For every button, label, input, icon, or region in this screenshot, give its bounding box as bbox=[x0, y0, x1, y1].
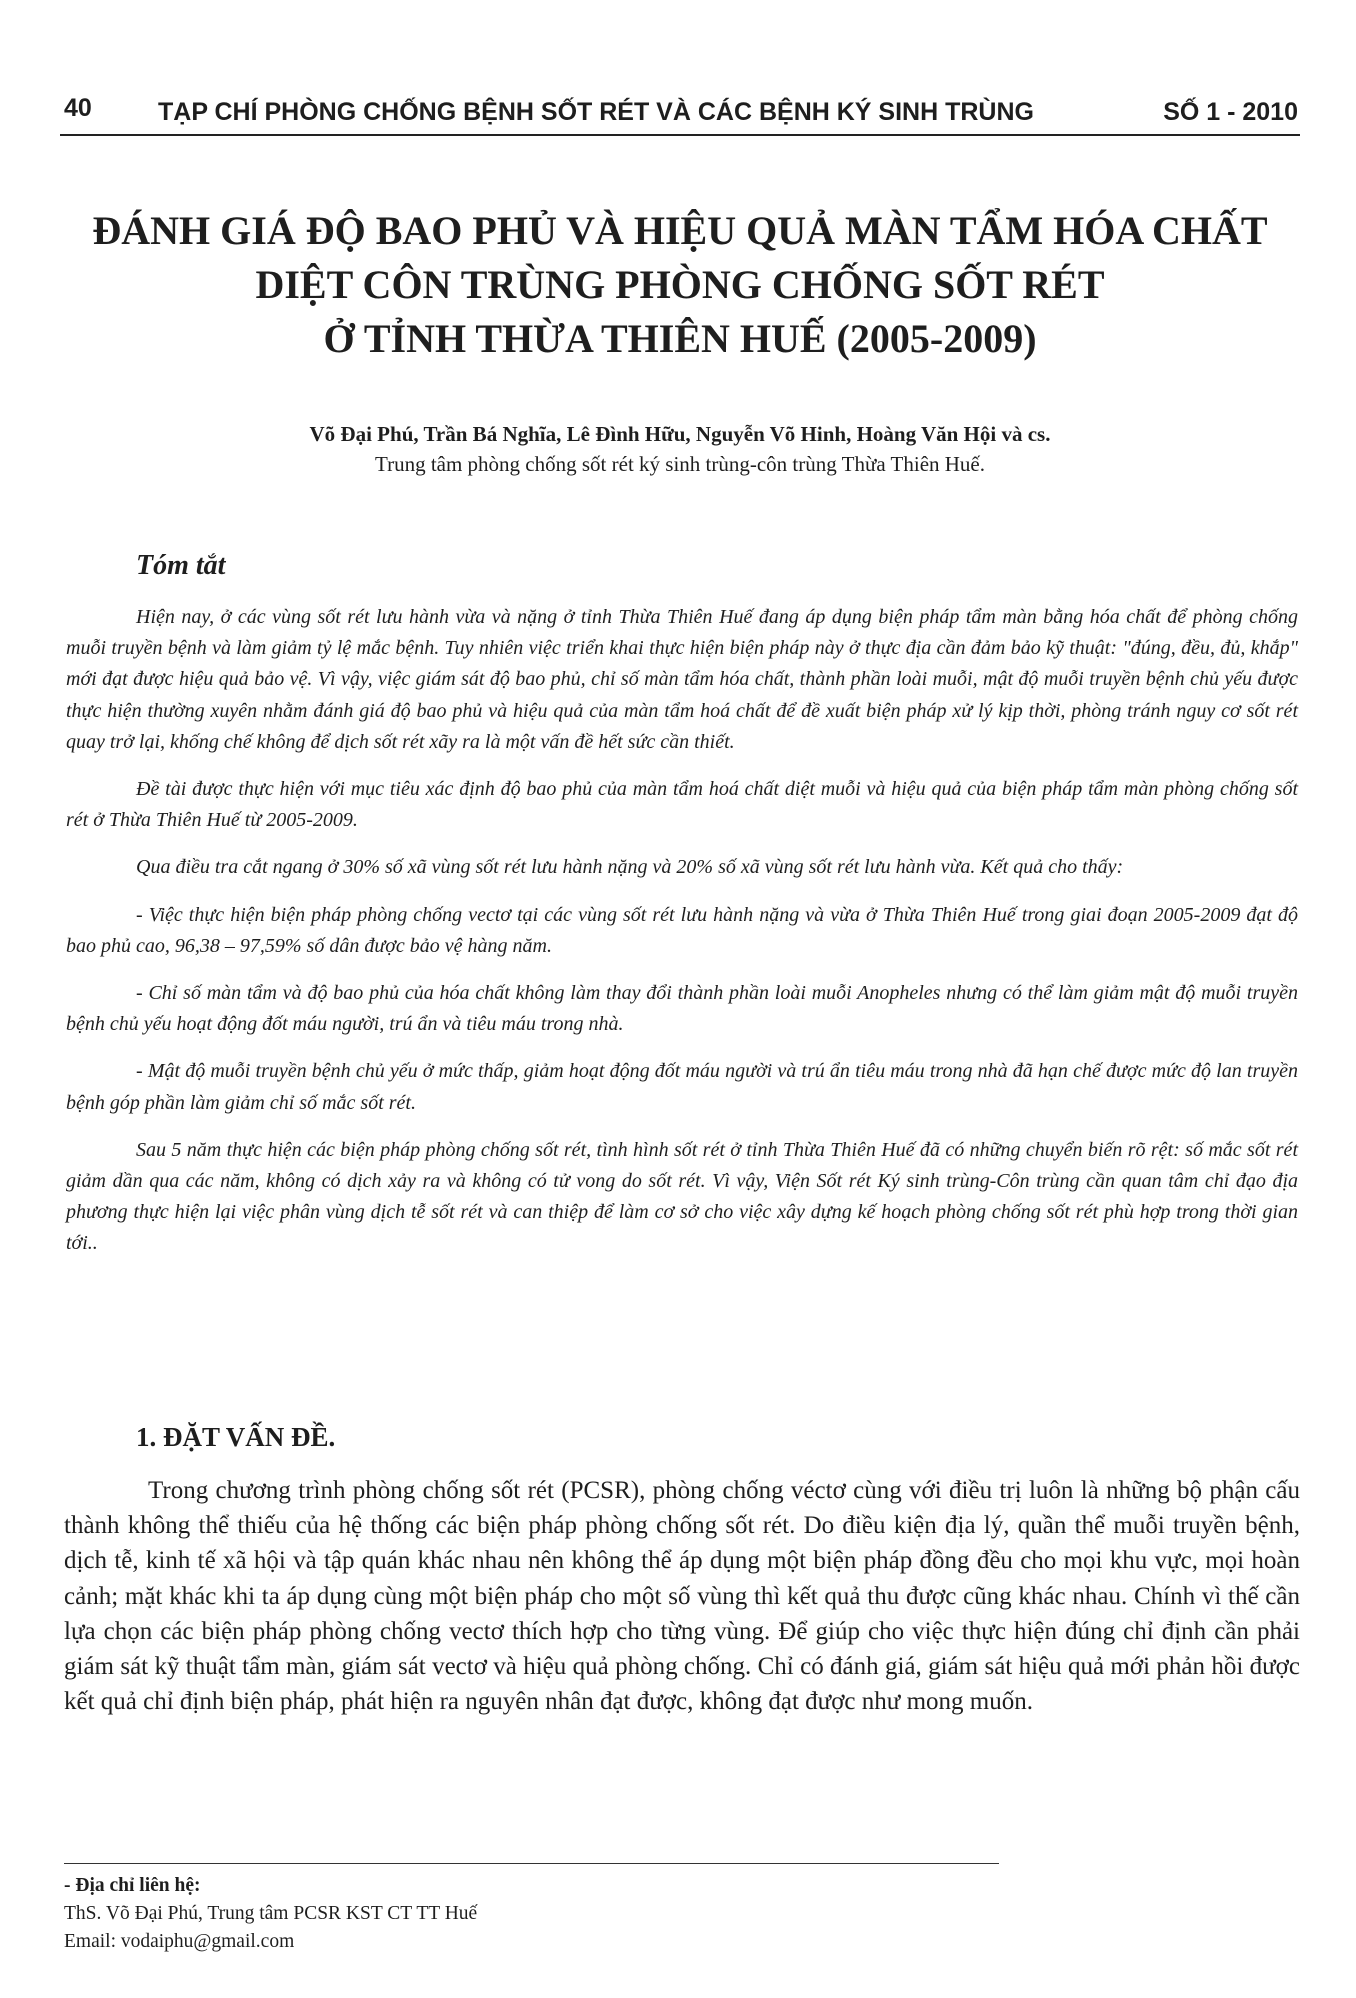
abstract-paragraph: - Chỉ số màn tẩm và độ bao phủ của hóa chất không làm thay đổi thành phần loài muỗi Anopheles nhưng có thể làm giảm mật độ muỗi truyền bệnh chủ yếu hoạt động đốt máu người, trú ẩn và tiêu máu trong nhà. bbox=[66, 982, 1298, 1036]
running-header bbox=[60, 94, 1300, 136]
issue-number: SỐ 1 - 2010 bbox=[1163, 98, 1298, 126]
abstract-paragraph: Qua điều tra cắt ngang ở 30% số xã vùng sốt rét lưu hành nặng và 20% số xã vùng sốt rét lưu hành vừa. Kết quả cho thấy: bbox=[136, 856, 1124, 879]
section-heading: 1. ĐẶT VẤN ĐỀ. bbox=[136, 1422, 336, 1452]
section-body bbox=[64, 1473, 1300, 1719]
title-line: DIỆT CÔN TRÙNG PHÒNG CHỐNG SỐT RÉT bbox=[255, 262, 1105, 307]
footnote-contact-name: ThS. Võ Đại Phú, Trung tâm PCSR KST CT TT Huế bbox=[64, 1903, 478, 1924]
abstract-paragraph: - Việc thực hiện biện pháp phòng chống vectơ tại các vùng sốt rét lưu hành nặng và vừa ở Thừa Thiên Huế trong giai đoạn 2005-2009 đạt độ bao phủ cao, 96,38 – 97,59% số dân được bảo vệ hàng năm. bbox=[66, 903, 1298, 957]
abstract-body bbox=[66, 602, 1298, 1276]
footnote-divider bbox=[64, 1863, 999, 1864]
abstract-paragraph: - Mật độ muỗi truyền bệnh chủ yếu ở mức thấp, giảm hoạt động đốt máu người và trú ẩn tiêu máu trong nhà đã hạn chế được mức độ lan truyền bệnh góp phần làm giảm chỉ số mắc sốt rét. bbox=[66, 1060, 1298, 1114]
abstract-paragraph: Sau 5 năm thực hiện các biện pháp phòng chống sốt rét, tình hình sốt rét ở tỉnh Thừa Thiên Huế đã có những chuyển biến rõ rệt: số mắc sốt rét giảm dần qua các năm, không có dịch xảy ra và không có tử vong do sốt rét. Vì vậy, Viện Sốt rét Ký sinh trùng-Côn trùng cần quan tâm chỉ đạo địa phương thực hiện lại việc phân vùng dịch tễ sốt rét và can thiệp để làm cơ sở cho việc xây dựng kế hoạch phòng chống sốt rét phù hợp trong thời gian tới.. bbox=[66, 1138, 1298, 1255]
affiliation: Trung tâm phòng chống sốt rét ký sinh trùng-côn trùng Thừa Thiên Huế. bbox=[374, 452, 985, 476]
journal-title: TẠP CHÍ PHÒNG CHỐNG BỆNH SỐT RÉT VÀ CÁC BỆNH KÝ SINH TRÙNG bbox=[158, 98, 1034, 126]
title-line: Ở TỈNH THỪA THIÊN HUẾ (2005-2009) bbox=[323, 316, 1037, 361]
article-title bbox=[60, 204, 1300, 366]
author-list: Võ Đại Phú, Trần Bá Nghĩa, Lê Đình Hữu, Nguyễn Võ Hinh, Hoàng Văn Hội và cs. bbox=[309, 422, 1051, 446]
footnote bbox=[64, 1872, 477, 1956]
footnote-email: Email: vodaiphu@gmail.com bbox=[64, 1931, 295, 1952]
abstract-paragraph: Đề tài được thực hiện với mục tiêu xác định độ bao phủ của màn tẩm hoá chất diệt muỗi và hiệu quả của biện pháp tẩm màn phòng chống sốt rét ở Thừa Thiên Huế từ 2005-2009. bbox=[66, 778, 1298, 832]
abstract-heading: Tóm tắt bbox=[136, 550, 226, 581]
abstract-paragraph: Hiện nay, ở các vùng sốt rét lưu hành vừa và nặng ở tỉnh Thừa Thiên Huế đang áp dụng biện pháp tẩm màn bằng hóa chất để phòng chống muỗi truyền bệnh và làm giảm tỷ lệ mắc bệnh. Tuy nhiên việc triển khai thực hiện biện pháp này ở thực địa cần đảm bảo kỹ thuật: "đúng, đều, đủ, khắp" mới đạt được hiệu quả bảo vệ. Vì vậy, việc giám sát độ bao phủ, chỉ số màn tẩm hóa chất, thành phần loài muỗi, mật độ muỗi truyền bệnh chủ yếu được thực hiện thường xuyên nhằm đánh giá độ bao phủ và hiệu quả của màn tẩm hoá chất để đề xuất biện pháp xử lý kịp thời, phòng tránh nguy cơ sốt rét quay trở lại, khống chế không để dịch sốt rét xãy ra là một vấn đề hết sức cần thiết. bbox=[66, 606, 1298, 753]
footnote-label: - Địa chỉ liên hệ: bbox=[64, 1875, 201, 1896]
title-line: ĐÁNH GIÁ ĐỘ BAO PHỦ VÀ HIỆU QUẢ MÀN TẨM HÓA CHẤT bbox=[92, 208, 1268, 253]
body-paragraph: Trong chương trình phòng chống sốt rét (PCSR), phòng chống véctơ cùng với điều trị luôn là những bộ phận cấu thành không thể thiếu của hệ thống các biện pháp phòng chống sốt rét. Do điều kiện địa lý, quần thể muỗi truyền bệnh, dịch tễ, kinh tế xã hội và tập quán khác nhau nên không thể áp dụng một biện pháp đồng đều cho mọi khu vực, mọi hoàn cảnh; mặt khác khi ta áp dụng cùng một biện pháp cho một số vùng thì kết quả thu được cũng khác nhau. Chính vì thế cần lựa chọn các biện pháp phòng chống vectơ thích hợp cho từng vùng. Để giúp cho việc thực hiện đúng chỉ định cần phải giám sát kỹ thuật tẩm màn, giám sát vectơ và hiệu quả phòng chống. Chỉ có đánh giá, giám sát hiệu quả mới phản hồi được kết quả chỉ định biện pháp, phát hiện ra nguyên nhân đạt được, không đạt được như mong muốn. bbox=[64, 1477, 1300, 1716]
page-number: 40 bbox=[64, 94, 92, 122]
